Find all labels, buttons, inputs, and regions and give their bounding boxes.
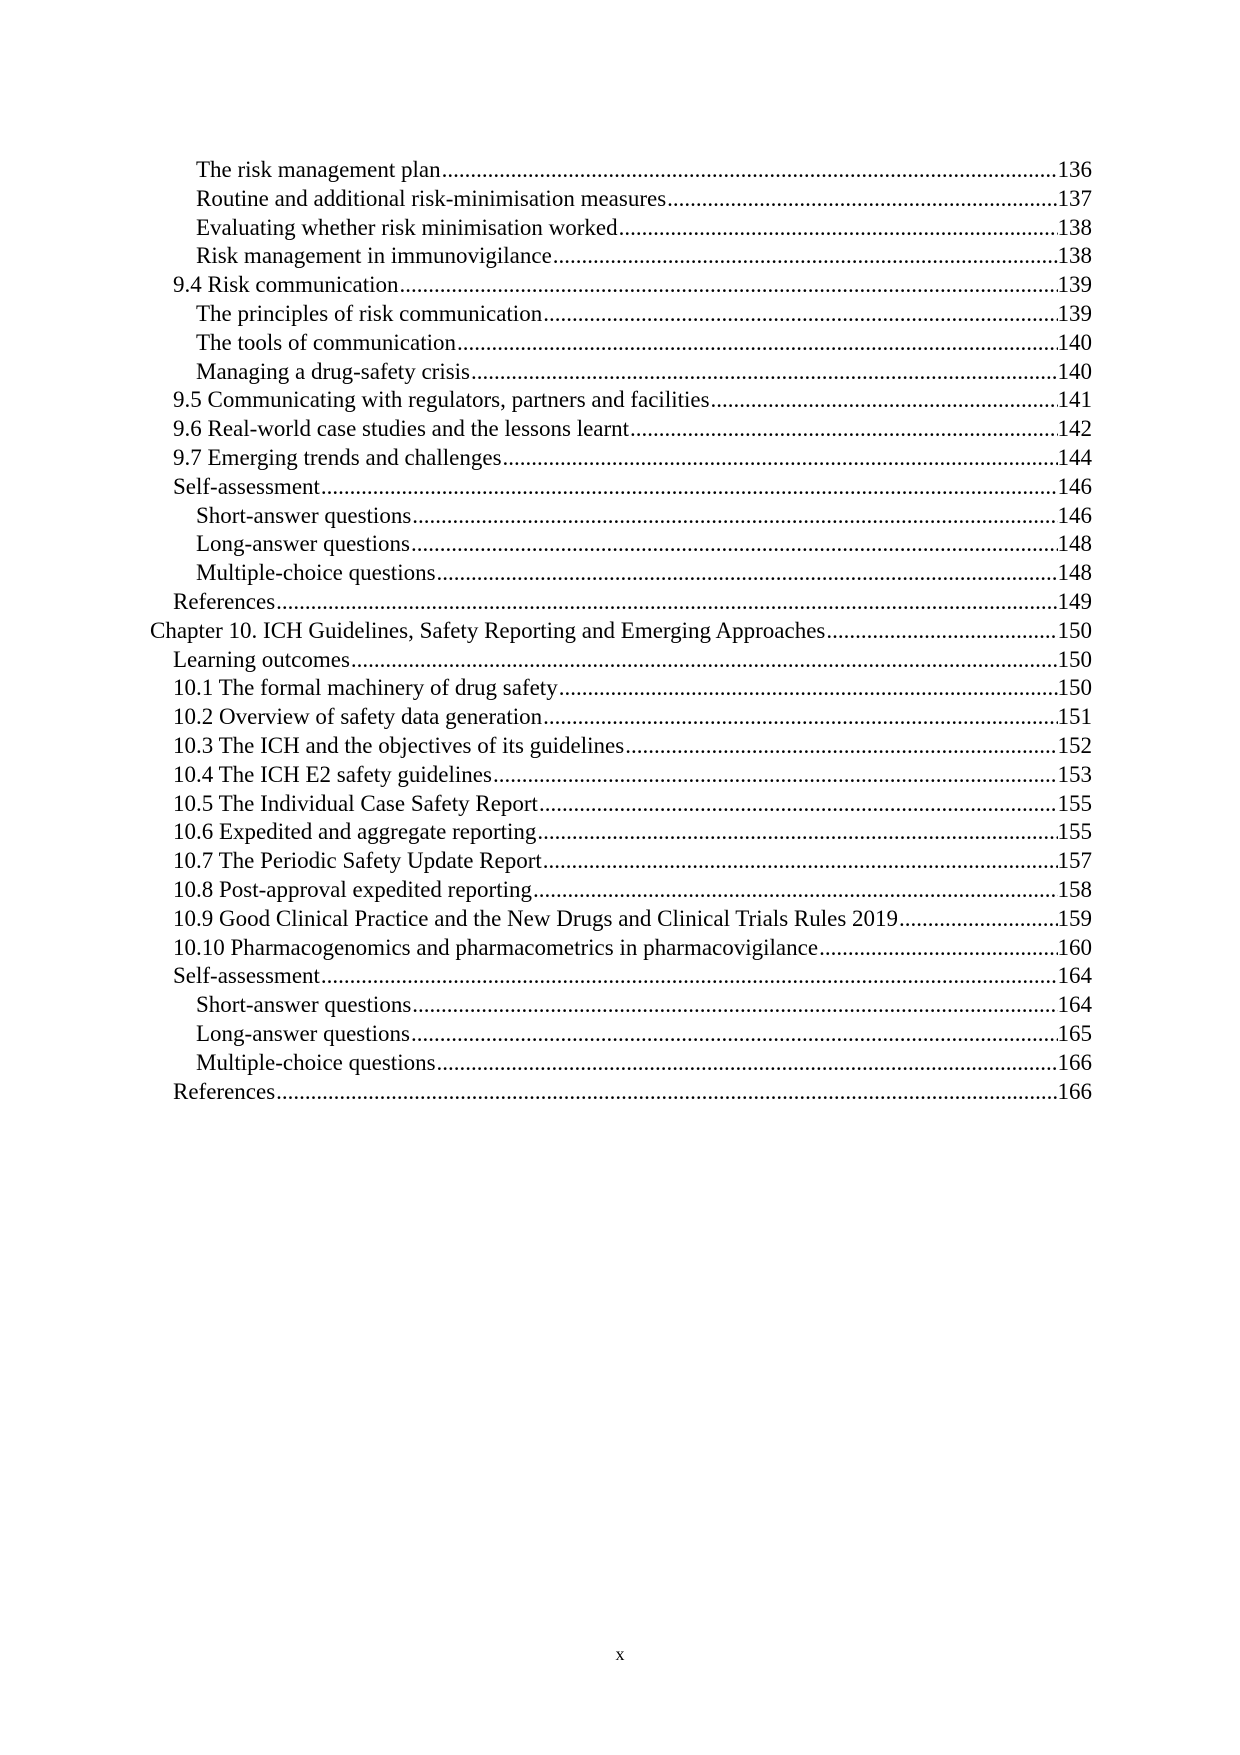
toc-entry-title: Evaluating whether risk minimisation worked [196, 214, 618, 240]
toc-dot-leader [436, 1049, 1058, 1078]
toc-entry-page-number: 155 [1057, 790, 1092, 816]
toc-dot-leader [710, 386, 1058, 415]
toc-entry[interactable] [150, 732, 1092, 761]
toc-entry-title: The risk management plan [196, 157, 441, 182]
toc-entry-page-number: 150 [1057, 646, 1092, 672]
toc-dot-leader [275, 1078, 1057, 1107]
toc-entry-title: 10.8 Post-approval expedited reporting [173, 876, 532, 902]
toc-dot-leader [538, 790, 1058, 819]
toc-entry-page-number: 140 [1057, 358, 1092, 384]
table-of-contents [150, 156, 1092, 1106]
toc-entry-page-number: 139 [1057, 272, 1092, 298]
toc-dot-leader [818, 934, 1057, 963]
toc-entry-page-number: 138 [1057, 243, 1092, 269]
toc-entry-title: Managing a drug-safety crisis [196, 358, 471, 384]
toc-dot-leader [350, 646, 1058, 675]
toc-entry[interactable] [150, 991, 1092, 1020]
toc-dot-leader [542, 847, 1058, 876]
toc-dot-leader [275, 588, 1057, 617]
toc-entry[interactable] [150, 790, 1092, 819]
toc-dot-leader [502, 444, 1058, 473]
toc-entry-title: 10.4 The ICH E2 safety guidelines [173, 761, 492, 787]
toc-entry[interactable] [150, 1049, 1092, 1078]
toc-entry-page-number: 159 [1057, 905, 1092, 931]
toc-entry[interactable] [150, 530, 1092, 559]
toc-entry-page-number: 152 [1057, 732, 1092, 758]
toc-entry[interactable] [150, 962, 1092, 991]
toc-entry-title: 9.5 Communicating with regulators, partners and facilities [173, 387, 710, 413]
toc-entry-page-number: 137 [1057, 185, 1092, 211]
toc-entry-page-number: 150 [1057, 617, 1092, 643]
toc-entry-title: Risk management in immunovigilance [196, 243, 552, 269]
toc-dot-leader [411, 502, 1057, 531]
toc-entry[interactable] [150, 185, 1092, 214]
toc-entry[interactable] [150, 761, 1092, 790]
toc-entry-page-number: 165 [1057, 1020, 1092, 1046]
toc-entry-page-number: 140 [1057, 329, 1092, 355]
toc-entry[interactable] [150, 646, 1092, 675]
toc-entry[interactable] [150, 473, 1092, 502]
toc-entry-title: 10.10 Pharmacogenomics and pharmacometrics in pharmacovigilance [173, 934, 819, 960]
toc-entry[interactable] [150, 156, 1092, 185]
toc-entry[interactable] [150, 358, 1092, 387]
toc-entry-title: 10.3 The ICH and the objectives of its guidelines [173, 732, 625, 758]
toc-entry-title: 10.9 Good Clinical Practice and the New Drugs and Clinical Trials Rules 2019 [173, 905, 899, 931]
toc-entry-title: Chapter 10. ICH Guidelines, Safety Reporting and Emerging Approaches [150, 617, 826, 643]
toc-dot-leader [542, 300, 1057, 329]
toc-entry-title: Self-assessment [173, 473, 320, 499]
toc-entry-page-number: 144 [1057, 444, 1092, 470]
toc-entry-page-number: 164 [1057, 963, 1092, 989]
toc-entry-title: Learning outcomes [173, 646, 350, 672]
toc-entry[interactable] [150, 415, 1092, 444]
toc-entry[interactable] [150, 242, 1092, 271]
toc-dot-leader [410, 1020, 1058, 1049]
page-number: x [615, 1644, 625, 1664]
toc-entry[interactable] [150, 674, 1092, 703]
toc-entry[interactable] [150, 444, 1092, 473]
toc-entry-title: Long-answer questions [196, 1020, 410, 1046]
toc-dot-leader [825, 617, 1057, 646]
toc-entry-page-number: 148 [1057, 531, 1092, 557]
toc-entry-title: 10.1 The formal machinery of drug safety [173, 675, 558, 701]
toc-entry-title: 9.7 Emerging trends and challenges [173, 444, 502, 470]
toc-entry-page-number: 138 [1057, 214, 1092, 240]
toc-entry-title: Multiple-choice questions [196, 1049, 436, 1075]
toc-entry-page-number: 155 [1057, 819, 1092, 845]
toc-entry[interactable] [150, 502, 1092, 531]
toc-entry-page-number: 166 [1057, 1078, 1092, 1104]
toc-entry-title: Short-answer questions [196, 992, 412, 1018]
toc-dot-leader [666, 185, 1057, 214]
toc-dot-leader [320, 962, 1058, 991]
toc-dot-leader [411, 991, 1057, 1020]
toc-entry-page-number: 150 [1057, 675, 1092, 701]
toc-entry-page-number: 164 [1057, 992, 1092, 1018]
toc-entry-title: Short-answer questions [196, 502, 412, 528]
toc-entry-title: The principles of risk communication [196, 300, 543, 326]
toc-entry-page-number: 146 [1057, 502, 1092, 528]
toc-entry-page-number: 146 [1057, 473, 1092, 499]
toc-entry[interactable] [150, 300, 1092, 329]
toc-entry[interactable] [150, 588, 1092, 617]
toc-entry-title: 10.2 Overview of safety data generation [173, 704, 543, 730]
toc-entry-page-number: 153 [1057, 761, 1092, 787]
toc-entry-page-number: 160 [1057, 934, 1092, 960]
toc-entry[interactable] [150, 934, 1092, 963]
toc-entry-title: The tools of communication [196, 329, 456, 355]
toc-entry-title: 10.5 The Individual Case Safety Report [173, 790, 538, 816]
toc-entry-title: Self-assessment [173, 963, 320, 989]
toc-entry[interactable] [150, 271, 1092, 300]
toc-entry-title: References [173, 1078, 276, 1104]
toc-dot-leader [441, 156, 1058, 185]
toc-dot-leader [552, 242, 1058, 271]
toc-entry[interactable] [150, 329, 1092, 358]
toc-dot-leader [399, 271, 1058, 300]
toc-dot-leader [456, 329, 1058, 358]
toc-entry-title: Multiple-choice questions [196, 560, 436, 586]
toc-dot-leader [629, 415, 1057, 444]
toc-dot-leader [410, 530, 1058, 559]
toc-dot-leader [898, 905, 1057, 934]
toc-entry-page-number: 166 [1057, 1049, 1092, 1075]
toc-entry-page-number: 157 [1057, 848, 1092, 874]
toc-entry[interactable] [150, 1020, 1092, 1049]
toc-entry-page-number: 136 [1057, 157, 1092, 182]
toc-dot-leader [624, 732, 1057, 761]
toc-entry-title: 10.6 Expedited and aggregate reporting [173, 819, 537, 845]
toc-entry[interactable] [150, 214, 1092, 243]
toc-entry-page-number: 149 [1057, 588, 1092, 614]
toc-dot-leader [536, 818, 1057, 847]
toc-dot-leader [320, 473, 1058, 502]
toc-entry-page-number: 141 [1057, 387, 1092, 413]
toc-entry[interactable] [150, 559, 1092, 588]
toc-entry-title: Long-answer questions [196, 531, 410, 557]
toc-entry-page-number: 148 [1057, 560, 1092, 586]
toc-entry[interactable] [150, 703, 1092, 732]
toc-entry[interactable] [150, 847, 1092, 876]
toc-dot-leader [532, 876, 1058, 905]
toc-dot-leader [618, 214, 1058, 243]
toc-dot-leader [558, 674, 1058, 703]
toc-entry-page-number: 158 [1057, 876, 1092, 902]
toc-dot-leader [436, 559, 1058, 588]
toc-entry-title: 9.4 Risk communication [173, 272, 399, 298]
toc-entry-page-number: 139 [1057, 300, 1092, 326]
toc-entry[interactable] [150, 905, 1092, 934]
toc-entry-title: References [173, 588, 276, 614]
toc-entry[interactable] [150, 386, 1092, 415]
toc-dot-leader [470, 358, 1057, 387]
toc-entry[interactable] [150, 876, 1092, 905]
toc-entry-title: 10.7 The Periodic Safety Update Report [173, 848, 542, 874]
toc-dot-leader [492, 761, 1058, 790]
toc-entry[interactable] [150, 617, 1092, 646]
toc-entry[interactable] [150, 1078, 1092, 1107]
toc-entry[interactable] [150, 818, 1092, 847]
toc-entry-title: 9.6 Real-world case studies and the lessons learnt [173, 416, 630, 442]
toc-entry-page-number: 142 [1057, 416, 1092, 442]
toc-dot-leader [542, 703, 1057, 732]
toc-entry-page-number: 151 [1057, 704, 1092, 730]
toc-entry-title: Routine and additional risk-minimisation measures [196, 185, 667, 211]
